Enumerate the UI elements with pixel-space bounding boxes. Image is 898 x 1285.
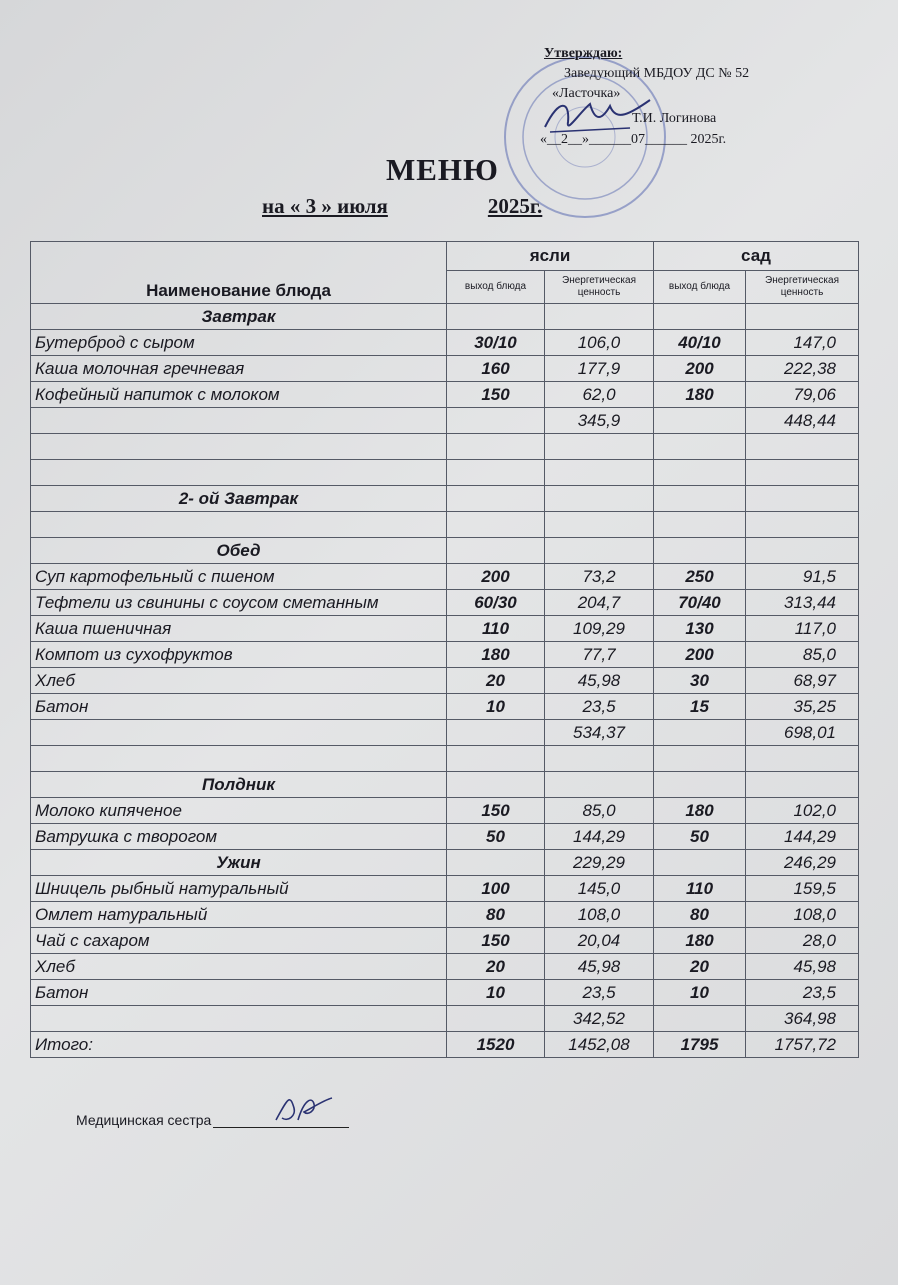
subtotal-label bbox=[31, 720, 447, 746]
yasli-yield bbox=[447, 486, 545, 512]
sad-yield: 1795 bbox=[654, 1032, 746, 1058]
nurse-signature bbox=[268, 1090, 338, 1128]
meal-section-title: Ужин bbox=[31, 850, 447, 876]
yasli-energy-total: 345,9 bbox=[545, 408, 654, 434]
sad-energy: 313,44 bbox=[746, 590, 859, 616]
empty-cell bbox=[31, 434, 447, 460]
yasli-yield bbox=[447, 408, 545, 434]
dish-name: Кофейный напиток с молоком bbox=[31, 382, 447, 408]
table-row bbox=[31, 1032, 859, 1058]
dish-name: Молоко кипяченое bbox=[31, 798, 447, 824]
empty-cell bbox=[447, 746, 545, 772]
sad-energy: 1757,72 bbox=[746, 1032, 859, 1058]
empty-cell bbox=[746, 434, 859, 460]
sad-energy: 68,97 bbox=[746, 668, 859, 694]
sad-yield bbox=[654, 1006, 746, 1032]
table-row bbox=[31, 382, 859, 408]
nurse-label: Медицинская сестра bbox=[76, 1112, 212, 1128]
yasli-yield: 10 bbox=[447, 980, 545, 1006]
yasli-yield: 20 bbox=[447, 668, 545, 694]
table-row bbox=[31, 824, 859, 850]
yasli-yield: 60/30 bbox=[447, 590, 545, 616]
yasli-yield: 10 bbox=[447, 694, 545, 720]
yasli-energy: 108,0 bbox=[545, 902, 654, 928]
table-row bbox=[31, 304, 859, 330]
yasli-energy-total: 534,37 bbox=[545, 720, 654, 746]
approval-line-2: Заведующий МБДОУ ДС № 52 bbox=[564, 66, 750, 81]
header-yasli-energy: Энергетическая ценность bbox=[545, 271, 654, 304]
subtotal-label bbox=[31, 1006, 447, 1032]
table-row bbox=[31, 954, 859, 980]
sad-energy: 108,0 bbox=[746, 902, 859, 928]
empty-cell bbox=[654, 512, 746, 538]
sad-energy: 159,5 bbox=[746, 876, 859, 902]
sad-yield: 30 bbox=[654, 668, 746, 694]
sad-yield: 10 bbox=[654, 980, 746, 1006]
table-row bbox=[31, 746, 859, 772]
sad-yield bbox=[654, 720, 746, 746]
empty-cell bbox=[447, 434, 545, 460]
table-row bbox=[31, 642, 859, 668]
yasli-energy bbox=[545, 486, 654, 512]
empty-cell bbox=[31, 512, 447, 538]
table-row bbox=[31, 408, 859, 434]
sad-energy-total: 698,01 bbox=[746, 720, 859, 746]
sad-energy-total: 246,29 bbox=[746, 850, 859, 876]
dish-name: Итого: bbox=[31, 1032, 447, 1058]
meal-section-title: Завтрак bbox=[31, 304, 447, 330]
sad-yield: 180 bbox=[654, 382, 746, 408]
yasli-energy: 144,29 bbox=[545, 824, 654, 850]
table-row bbox=[31, 330, 859, 356]
sad-energy bbox=[746, 772, 859, 798]
sad-yield: 180 bbox=[654, 798, 746, 824]
yasli-energy: 23,5 bbox=[545, 980, 654, 1006]
yasli-energy: 109,29 bbox=[545, 616, 654, 642]
sad-energy: 102,0 bbox=[746, 798, 859, 824]
yasli-energy-total: 342,52 bbox=[545, 1006, 654, 1032]
header-sad-yield: выход блюда bbox=[654, 271, 746, 304]
sad-yield bbox=[654, 486, 746, 512]
header-yasli-yield: выход блюда bbox=[447, 271, 545, 304]
empty-cell bbox=[654, 746, 746, 772]
sad-yield bbox=[654, 772, 746, 798]
yasli-yield: 100 bbox=[447, 876, 545, 902]
yasli-energy: 85,0 bbox=[545, 798, 654, 824]
yasli-energy: 1452,08 bbox=[545, 1032, 654, 1058]
approval-line-1: Утверждаю: bbox=[544, 46, 623, 61]
yasli-energy: 45,98 bbox=[545, 954, 654, 980]
empty-cell bbox=[545, 460, 654, 486]
header-sad: сад bbox=[654, 242, 859, 271]
sad-yield bbox=[654, 850, 746, 876]
yasli-yield: 150 bbox=[447, 928, 545, 954]
sad-energy: 79,06 bbox=[746, 382, 859, 408]
header-yasli: ясли bbox=[447, 242, 654, 271]
empty-cell bbox=[746, 746, 859, 772]
yasli-yield: 30/10 bbox=[447, 330, 545, 356]
yasli-yield: 110 bbox=[447, 616, 545, 642]
yasli-energy: 204,7 bbox=[545, 590, 654, 616]
dish-name: Суп картофельный с пшеном bbox=[31, 564, 447, 590]
dish-name: Ватрушка с творогом bbox=[31, 824, 447, 850]
table-row bbox=[31, 356, 859, 382]
sad-energy: 117,0 bbox=[746, 616, 859, 642]
yasli-yield: 80 bbox=[447, 902, 545, 928]
sad-energy: 28,0 bbox=[746, 928, 859, 954]
yasli-yield bbox=[447, 538, 545, 564]
yasli-yield bbox=[447, 850, 545, 876]
table-row bbox=[31, 668, 859, 694]
empty-cell bbox=[545, 512, 654, 538]
table-row bbox=[31, 590, 859, 616]
yasli-energy-total: 229,29 bbox=[545, 850, 654, 876]
sad-yield: 180 bbox=[654, 928, 746, 954]
table-row bbox=[31, 798, 859, 824]
yasli-yield: 150 bbox=[447, 382, 545, 408]
sad-energy: 91,5 bbox=[746, 564, 859, 590]
dish-name: Чай с сахаром bbox=[31, 928, 447, 954]
sad-yield bbox=[654, 538, 746, 564]
sad-energy: 144,29 bbox=[746, 824, 859, 850]
table-row bbox=[31, 772, 859, 798]
empty-cell bbox=[654, 460, 746, 486]
menu-table-body bbox=[31, 304, 859, 1058]
yasli-yield bbox=[447, 1006, 545, 1032]
empty-cell bbox=[654, 434, 746, 460]
approval-line-4: Т.И. Логинова bbox=[632, 111, 717, 126]
sad-energy bbox=[746, 304, 859, 330]
sad-yield: 200 bbox=[654, 642, 746, 668]
yasli-yield bbox=[447, 720, 545, 746]
empty-cell bbox=[31, 460, 447, 486]
table-row bbox=[31, 928, 859, 954]
approval-line-3: «Ласточка» bbox=[552, 86, 621, 101]
dish-name: Батон bbox=[31, 694, 447, 720]
table-row bbox=[31, 434, 859, 460]
approval-line-5: «__2__»______07______ 2025г. bbox=[540, 132, 727, 147]
dish-name: Каша молочная гречневая bbox=[31, 356, 447, 382]
empty-cell bbox=[545, 746, 654, 772]
yasli-energy: 77,7 bbox=[545, 642, 654, 668]
table-row bbox=[31, 1006, 859, 1032]
table-row bbox=[31, 460, 859, 486]
meal-section-title: Полдник bbox=[31, 772, 447, 798]
sad-yield: 80 bbox=[654, 902, 746, 928]
yasli-energy bbox=[545, 772, 654, 798]
yasli-yield: 180 bbox=[447, 642, 545, 668]
table-row bbox=[31, 876, 859, 902]
sad-energy: 23,5 bbox=[746, 980, 859, 1006]
yasli-yield: 150 bbox=[447, 798, 545, 824]
dish-name: Хлеб bbox=[31, 668, 447, 694]
header-sad-energy: Энергетическая ценность bbox=[746, 271, 859, 304]
sad-energy: 45,98 bbox=[746, 954, 859, 980]
yasli-energy: 62,0 bbox=[545, 382, 654, 408]
sad-yield: 40/10 bbox=[654, 330, 746, 356]
yasli-energy bbox=[545, 538, 654, 564]
sad-yield: 200 bbox=[654, 356, 746, 382]
header-dish-name: Наименование блюда bbox=[31, 242, 447, 304]
empty-cell bbox=[447, 460, 545, 486]
empty-cell bbox=[746, 460, 859, 486]
yasli-energy: 145,0 bbox=[545, 876, 654, 902]
sad-yield: 20 bbox=[654, 954, 746, 980]
table-row bbox=[31, 564, 859, 590]
dish-name: Компот из сухофруктов bbox=[31, 642, 447, 668]
sad-energy-total: 364,98 bbox=[746, 1006, 859, 1032]
table-row bbox=[31, 616, 859, 642]
table-row bbox=[31, 538, 859, 564]
meal-section-title: Обед bbox=[31, 538, 447, 564]
yasli-energy: 23,5 bbox=[545, 694, 654, 720]
page-title: МЕНЮ bbox=[386, 152, 499, 187]
sad-yield: 250 bbox=[654, 564, 746, 590]
yasli-energy: 177,9 bbox=[545, 356, 654, 382]
empty-cell bbox=[746, 512, 859, 538]
menu-date bbox=[262, 194, 542, 219]
yasli-yield: 160 bbox=[447, 356, 545, 382]
sad-yield bbox=[654, 408, 746, 434]
yasli-yield: 50 bbox=[447, 824, 545, 850]
dish-name: Хлеб bbox=[31, 954, 447, 980]
table-row bbox=[31, 486, 859, 512]
table-row bbox=[31, 850, 859, 876]
empty-cell bbox=[31, 746, 447, 772]
table-row bbox=[31, 512, 859, 538]
yasli-yield: 1520 bbox=[447, 1032, 545, 1058]
yasli-yield bbox=[447, 304, 545, 330]
yasli-energy: 73,2 bbox=[545, 564, 654, 590]
sad-energy: 222,38 bbox=[746, 356, 859, 382]
table-row bbox=[31, 694, 859, 720]
yasli-energy: 45,98 bbox=[545, 668, 654, 694]
dish-name: Бутерброд с сыром bbox=[31, 330, 447, 356]
yasli-yield bbox=[447, 772, 545, 798]
yasli-energy bbox=[545, 304, 654, 330]
yasli-energy: 106,0 bbox=[545, 330, 654, 356]
date-year: 2025г. bbox=[487, 194, 543, 218]
dish-name: Батон bbox=[31, 980, 447, 1006]
date-day-month: на « 3 » июля bbox=[262, 194, 388, 218]
table-row bbox=[31, 720, 859, 746]
yasli-energy: 20,04 bbox=[545, 928, 654, 954]
sad-yield: 130 bbox=[654, 616, 746, 642]
dish-name: Каша пшеничная bbox=[31, 616, 447, 642]
sad-yield: 70/40 bbox=[654, 590, 746, 616]
sad-energy bbox=[746, 538, 859, 564]
dish-name: Тефтели из свинины с соусом сметанным bbox=[31, 590, 447, 616]
empty-cell bbox=[447, 512, 545, 538]
sad-yield bbox=[654, 304, 746, 330]
dish-name: Омлет натуральный bbox=[31, 902, 447, 928]
sad-energy: 147,0 bbox=[746, 330, 859, 356]
menu-table bbox=[30, 241, 859, 1058]
sad-energy-total: 448,44 bbox=[746, 408, 859, 434]
sad-energy bbox=[746, 486, 859, 512]
sad-yield: 15 bbox=[654, 694, 746, 720]
table-row bbox=[31, 902, 859, 928]
sad-energy: 35,25 bbox=[746, 694, 859, 720]
sad-energy: 85,0 bbox=[746, 642, 859, 668]
subtotal-label bbox=[31, 408, 447, 434]
dish-name: Шницель рыбный натуральный bbox=[31, 876, 447, 902]
sad-yield: 50 bbox=[654, 824, 746, 850]
meal-section-title: 2- ой Завтрак bbox=[31, 486, 447, 512]
table-row bbox=[31, 980, 859, 1006]
empty-cell bbox=[545, 434, 654, 460]
sad-yield: 110 bbox=[654, 876, 746, 902]
yasli-yield: 20 bbox=[447, 954, 545, 980]
yasli-yield: 200 bbox=[447, 564, 545, 590]
